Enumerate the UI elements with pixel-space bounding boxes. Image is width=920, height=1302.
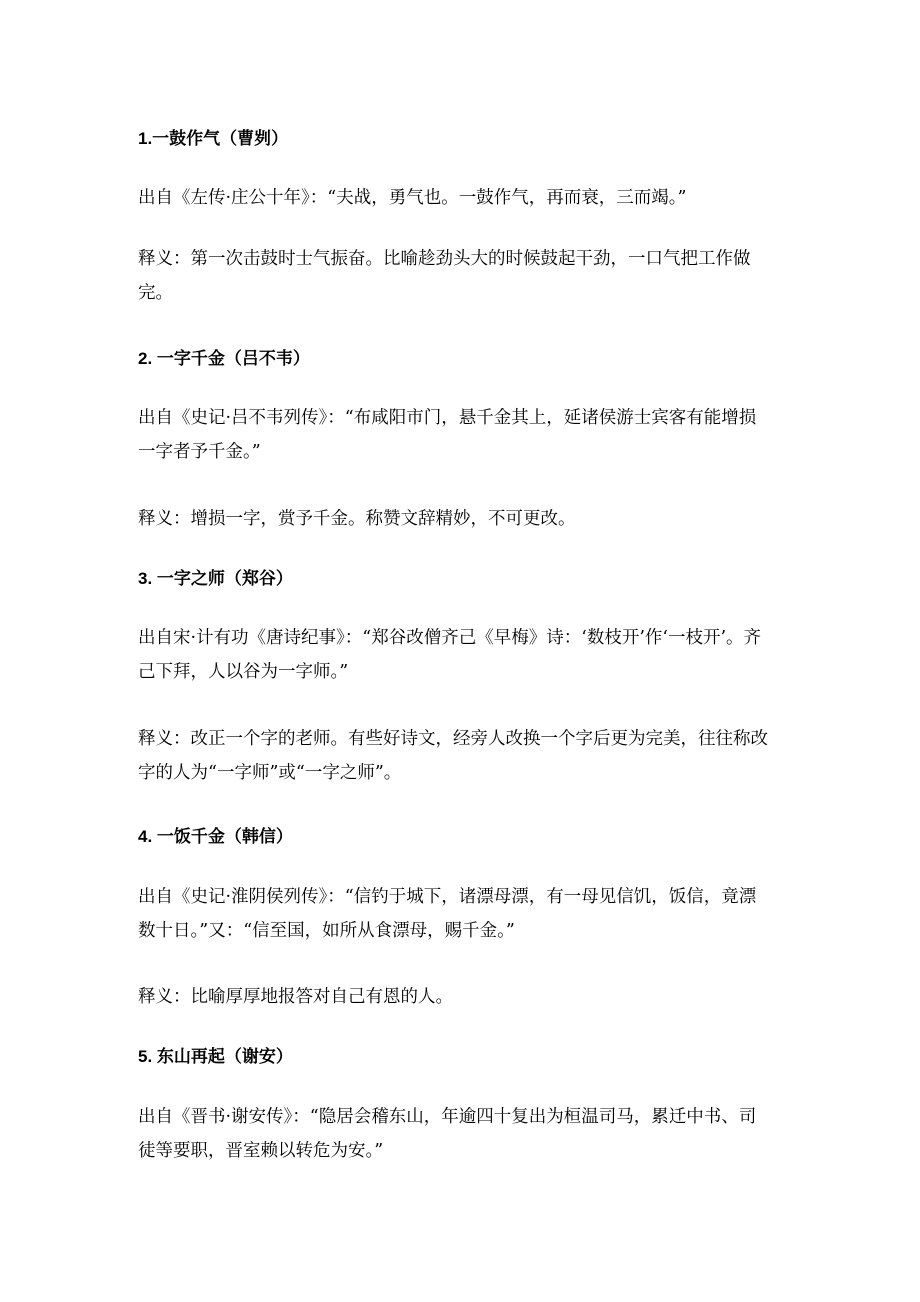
entry-3-source [138, 621, 788, 689]
entry-4-source [138, 880, 788, 948]
entry-5-title: 5. 东山再起（谢安） [138, 1047, 293, 1066]
entry-2-meaning-line-1: 释义：增损一字，赏予千金。称赞文辞精妙，不可更改。 [138, 509, 576, 529]
entry-4-source-line-2: 数十日。”又：“信至国，如所从食漂母，赐千金。” [138, 921, 515, 941]
entry-1-title: 1.一鼓作气（曹刿） [138, 129, 289, 148]
entry-3-source-line-2: 己下拜，人以谷为一字师。” [138, 662, 349, 682]
entry-1-meaning-line-2: 完。 [138, 283, 173, 303]
entry-2-source-line-2: 一字者予千金。” [138, 442, 261, 462]
entry-1-source-line-1: 出自《左传·庄公十年》：“夫战，勇气也。一鼓作气，再而衰，三而竭。” [138, 188, 687, 208]
entry-5-source-line-1: 出自《晋书·谢安传》：“隐居会稽东山，年逾四十复出为桓温司马，累迁中书、司 [138, 1107, 757, 1127]
entry-4-meaning-line-1: 释义：比喻厚厚地报答对自己有恩的人。 [138, 987, 453, 1007]
entry-5-source [138, 1100, 788, 1168]
entry-2-title: 2. 一字千金（吕不韦） [138, 349, 310, 368]
entry-2-source-line-1: 出自《史记·吕不韦列传》：“布咸阳市门，悬千金其上，延诸侯游士宾客有能增损 [138, 408, 757, 428]
entry-3-meaning-line-2: 字的人为“一字师”或“一字之师”。 [138, 763, 402, 783]
entry-3-title: 3. 一字之师（郑谷） [138, 569, 293, 588]
entry-4-source-line-1: 出自《史记·淮阴侯列传》：“信钓于城下，诸漂母漂，有一母见信饥，饭信，竟漂 [138, 887, 757, 907]
entry-1-source [138, 181, 788, 215]
entry-4-title: 4. 一饭千金（韩信） [138, 827, 293, 846]
entry-2-source [138, 401, 788, 469]
entry-3-meaning-line-1: 释义：改正一个字的老师。有些好诗文，经旁人改换一个字后更为完美，往往称改 [138, 729, 768, 749]
entry-3-meaning [138, 722, 788, 790]
entry-2-meaning [138, 502, 788, 536]
entry-4-meaning [138, 980, 788, 1014]
entry-1-meaning [138, 242, 788, 310]
entry-1-meaning-line-1: 释义：第一次击鼓时士气振奋。比喻趁劲头大的时候鼓起干劲，一口气把工作做 [138, 249, 751, 269]
entry-3-source-line-1: 出自宋·计有功《唐诗纪事》：“郑谷改僧齐己《早梅》诗：‘数枝开’作‘一枝开’。齐 [138, 628, 762, 648]
entry-5-source-line-2: 徒等要职，晋室赖以转危为安。” [138, 1141, 384, 1161]
